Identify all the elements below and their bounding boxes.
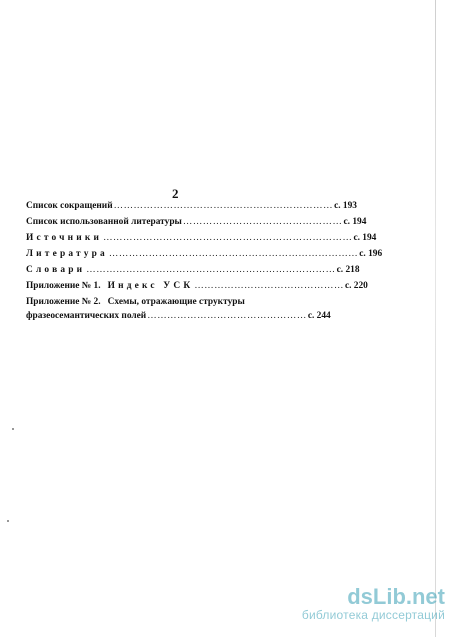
toc-entry-title: Источники: [26, 233, 103, 243]
toc-leader-dots: …………………………………………………………………: [108, 249, 359, 259]
watermark: [300, 586, 445, 622]
toc-leader-dots: …………………………………………………………: [113, 201, 334, 211]
toc-entry-title-line-2: [26, 311, 331, 327]
toc-entry-dictionaries: [26, 265, 360, 281]
toc-page-ref: с. 194: [353, 233, 377, 243]
table-of-contents: [26, 201, 383, 327]
toc-page-ref: с. 193: [334, 201, 357, 211]
toc-leader-dots: …………………………………………: [182, 217, 343, 227]
appendix-prefix: Приложение № 2.: [26, 297, 101, 307]
toc-page-ref: с. 196: [359, 249, 383, 259]
toc-page-ref: с. 244: [307, 311, 331, 321]
appendix-title-continued: фразеосемантических полей: [26, 311, 147, 321]
toc-entry-title: Список сокращений: [26, 201, 113, 211]
toc-entry-literature: [26, 249, 383, 265]
toc-entry-abbreviations: [26, 201, 357, 217]
appendix-title: Индекс УСК: [107, 281, 194, 291]
toc-page-ref: с. 218: [336, 265, 360, 275]
scan-page-edge: [435, 0, 436, 637]
toc-page-ref: с. 194: [343, 217, 367, 227]
watermark-brand: dsLib.net: [347, 584, 445, 609]
toc-entry-title: Словари: [26, 265, 86, 275]
toc-leader-dots: …………………………………………: [147, 311, 307, 321]
toc-leader-dots: ………………………………………: [194, 281, 344, 291]
appendix-title: Схемы, отражающие структуры: [107, 297, 245, 307]
watermark-tagline: библиотека диссертаций: [301, 608, 445, 622]
toc-entry-sources: [26, 233, 377, 249]
toc-entry-appendix-1: [26, 281, 368, 297]
toc-page-ref: с. 220: [344, 281, 368, 291]
appendix-prefix: Приложение № 1.: [26, 281, 101, 291]
toc-entry-appendix-2: [26, 297, 331, 327]
toc-entry-title: [26, 281, 193, 292]
toc-leader-dots: …………………………………………………………………: [86, 265, 336, 275]
scan-speck: [7, 520, 9, 522]
toc-entry-title: Литература: [26, 249, 108, 259]
page-number: 2: [172, 186, 179, 201]
toc-entry-bibliography: [26, 217, 367, 233]
toc-entry-title-line-1: [26, 297, 326, 311]
toc-leader-dots: …………………………………………………………………: [103, 233, 353, 243]
toc-entry-title: Список использованной литературы: [26, 217, 182, 227]
scan-speck: [12, 428, 14, 430]
